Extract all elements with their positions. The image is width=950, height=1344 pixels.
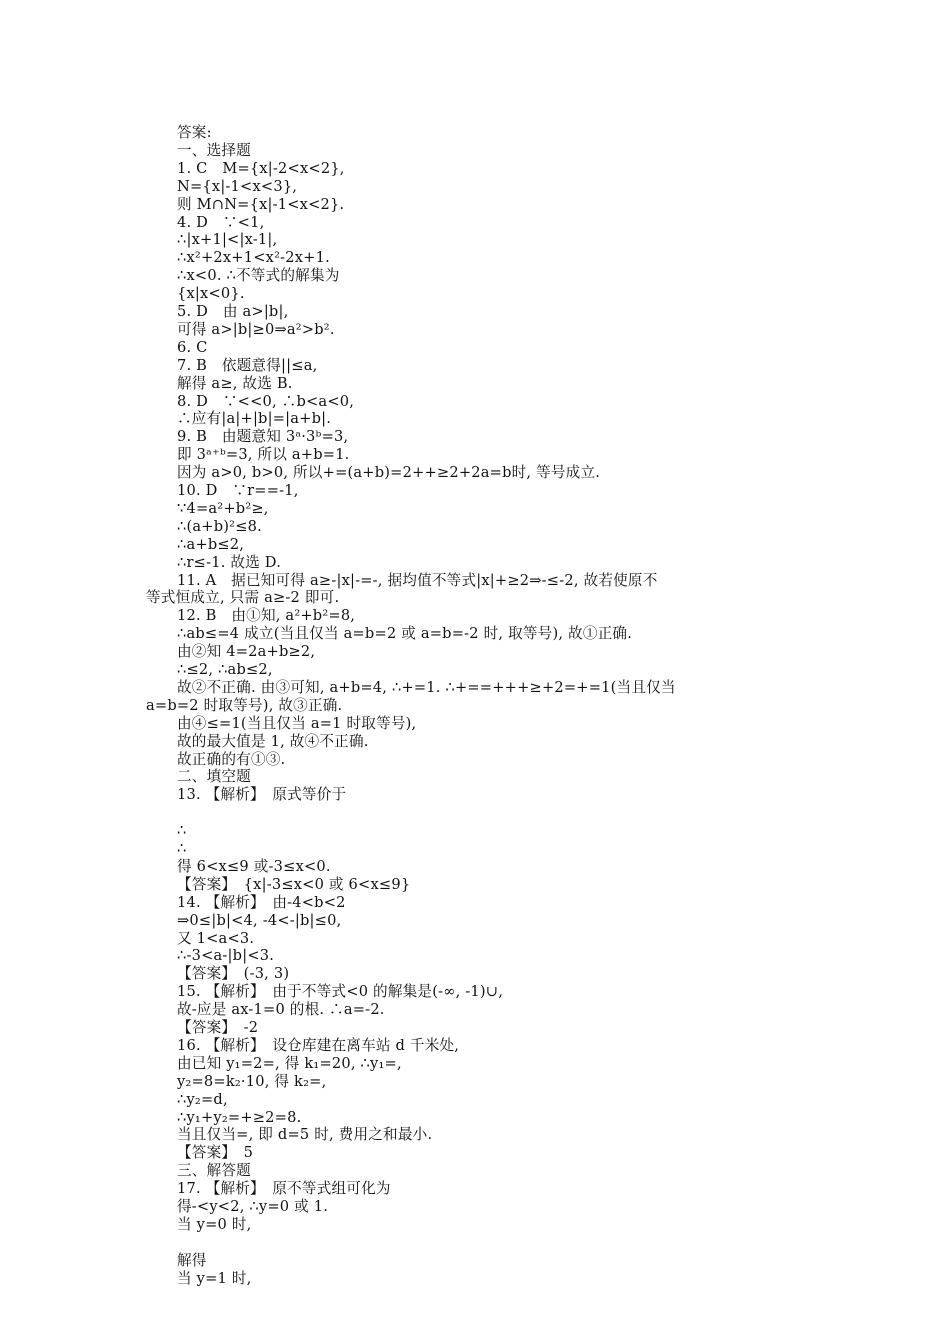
text-line: ∴应有|a|+|b|=|a+b|. — [177, 410, 332, 428]
text-line: {x|x<0}. — [177, 285, 245, 303]
text-line: 由②知 4=2a+b≥2, — [177, 643, 316, 661]
text-line: 由④≤=1(当且仅当 a=1 时取等号), — [177, 714, 417, 732]
text-line: 9. B 由题意知 3ᵃ·3ᵇ=3, — [177, 428, 349, 446]
text-line: 4. D ∵<1, — [177, 213, 265, 231]
text-line: N={x|-1<x<3}, — [177, 177, 298, 195]
text-line: ∴y₁+y₂=+≥2=8. — [177, 1108, 302, 1126]
text-line: 【答案】 (-3, 3) — [177, 965, 290, 983]
text-line: ∴ab≤=4 成立(当且仅当 a=b=2 或 a=b=-2 时, 取等号), 故①正确. — [177, 625, 633, 643]
text-line: 当 y=1 时, — [177, 1269, 252, 1287]
text-line: 故正确的有①③. — [177, 750, 286, 768]
text-line: 5. D 由 a>|b|, — [177, 303, 289, 320]
text-line: ∴r≤-1. 故选 D. — [177, 553, 282, 571]
text-line: 三、解答题 — [177, 1162, 251, 1180]
text-line: ∴ — [177, 840, 187, 857]
text-line: ∴ — [177, 822, 187, 840]
text-line: 二、填空题 — [177, 768, 251, 786]
text-line: ∴|x+1|<|x-1|, — [177, 231, 278, 249]
text-line: 17. 【解析】 原不等式组可化为 — [177, 1180, 391, 1198]
text-line: 又 1<a<3. — [177, 929, 255, 947]
text-line: 8. D ∵<<0, ∴b<a<0, — [177, 392, 355, 410]
text-line: y₂=8=k₂·10, 得 k₂=, — [177, 1072, 327, 1090]
text-line: 当且仅当=, 即 d=5 时, 费用之和最小. — [177, 1126, 433, 1144]
text-line: ∴x<0. ∴不等式的解集为 — [177, 267, 340, 285]
text-line: 16. 【解析】 设仓库建在离车站 d 千米处, — [177, 1036, 460, 1054]
text-line: a=b=2 时取等号), 故③正确. — [146, 696, 343, 714]
text-line: 解得 — [177, 1251, 207, 1269]
text-line: 解得 a≥, 故选 B. — [177, 374, 293, 392]
text-line: ∴y₂=d, — [177, 1090, 228, 1108]
text-line: 则 M∩N={x|-1<x<2}. — [177, 195, 345, 213]
text-line: 由已知 y₁=2=, 得 k₁=20, ∴y₁=, — [177, 1054, 402, 1072]
text-line: 【答案】 5 — [177, 1144, 254, 1162]
text-line: 13. 【解析】 原式等价于 — [177, 786, 347, 804]
text-line: 11. A 据已知可得 a≥-|x|-=-, 据均值不等式|x|+≥2⇒-≤-2, 故若使原不 — [177, 571, 658, 589]
text-line: 故②不正确. 由③可知, a+b=4, ∴+=1. ∴+==+++≥+2=+=1(当且仅当 — [177, 678, 676, 696]
text-line: ∴≤2, ∴ab≤2, — [177, 661, 273, 678]
text-line: 1. C M={x|-2<x<2}, — [177, 159, 345, 177]
text-line: 10. D ∵r==-1, — [177, 482, 299, 499]
text-line: ∴a+b≤2, — [177, 535, 245, 553]
text-line: 7. B 依题意得||≤a, — [177, 356, 318, 374]
text-line: 即 3ᵃ⁺ᵇ=3, 所以 a+b=1. — [177, 446, 350, 464]
text-line: 一、选择题 — [177, 141, 251, 159]
text-line: ∴-3<a-|b|<3. — [177, 947, 275, 965]
text-line: 故的最大值是 1, 故④不正确. — [177, 732, 369, 750]
text-line: 等式恒成立, 只需 a≥-2 即可. — [146, 589, 340, 607]
text-line: 故-应是 ax-1=0 的根. ∴a=-2. — [177, 1001, 385, 1019]
text-line: ⇒0≤|b|<4, -4<-|b|≤0, — [177, 911, 342, 929]
text-line: 得 6<x≤9 或-3≤x<0. — [177, 857, 331, 875]
text-line: ∴(a+b)²≤8. — [177, 517, 262, 535]
text-line: ∵4=a²+b²≥, — [177, 499, 269, 517]
text-line: ∴x²+2x+1<x²-2x+1. — [177, 249, 330, 267]
text-line: 【答案】 {x|-3≤x<0 或 6<x≤9} — [177, 875, 411, 893]
text-line: 12. B 由①知, a²+b²=8, — [177, 607, 356, 625]
text-line: 14. 【解析】 由-4<b<2 — [177, 893, 346, 911]
text-line: 6. C — [177, 338, 208, 356]
text-line: 得-<y<2, ∴y=0 或 1. — [177, 1198, 329, 1215]
text-line: 【答案】 -2 — [177, 1019, 259, 1036]
text-line: 答案: — [177, 124, 212, 141]
text-line: 因为 a>0, b>0, 所以+=(a+b)=2++≥2+2a=b时, 等号成立. — [177, 464, 601, 482]
text-line: 当 y=0 时, — [177, 1215, 252, 1233]
text-line: 15. 【解析】 由于不等式<0 的解集是(-∞, -1)∪, — [177, 983, 504, 1001]
text-line: 可得 a>|b|≥0⇒a²>b². — [177, 320, 335, 338]
